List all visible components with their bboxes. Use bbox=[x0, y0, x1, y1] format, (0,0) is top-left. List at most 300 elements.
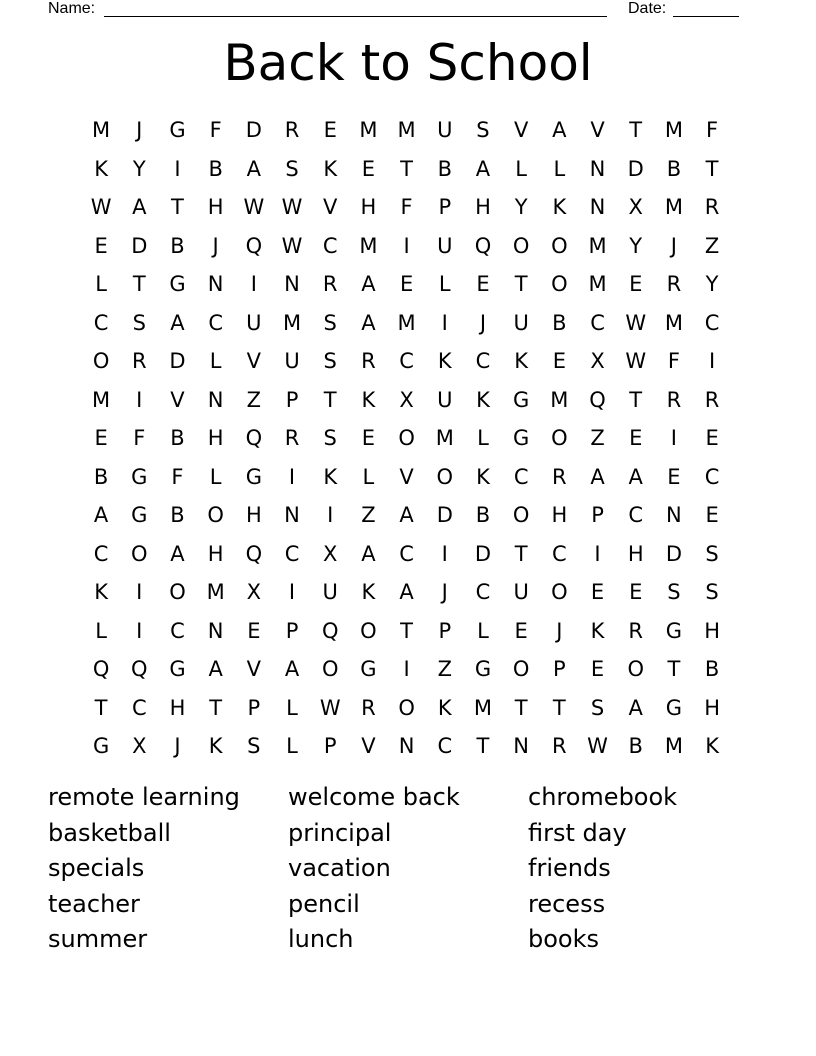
grid-letter: G bbox=[665, 618, 683, 643]
grid-letter: K bbox=[476, 464, 490, 489]
grid-letter: W bbox=[319, 695, 341, 720]
grid-letter: Q bbox=[321, 618, 339, 643]
grid-letter: V bbox=[246, 657, 262, 681]
grid-letter: S bbox=[323, 310, 337, 335]
grid-letter: S bbox=[476, 118, 490, 142]
grid-letter: D bbox=[245, 118, 262, 142]
grid-row bbox=[82, 111, 731, 150]
grid-letter: T bbox=[514, 541, 528, 566]
grid-letter: E bbox=[552, 349, 566, 373]
grid-letter: P bbox=[323, 734, 337, 758]
grid-letter: R bbox=[704, 387, 720, 412]
grid-letter: T bbox=[667, 657, 681, 681]
grid-row bbox=[82, 689, 731, 728]
grid-letter: L bbox=[286, 695, 298, 720]
grid-letter: J bbox=[670, 233, 677, 258]
grid-letter: C bbox=[93, 310, 109, 335]
grid-letter: S bbox=[705, 580, 719, 604]
letter-grid bbox=[82, 111, 731, 766]
grid-letter: O bbox=[207, 503, 224, 527]
grid-letter: T bbox=[514, 695, 528, 720]
grid-letter: W bbox=[587, 734, 608, 758]
grid-letter: X bbox=[132, 734, 147, 758]
grid-letter: B bbox=[628, 734, 643, 758]
grid-letter: F bbox=[171, 464, 184, 489]
grid-letter: O bbox=[398, 695, 415, 720]
grid-letter: G bbox=[245, 464, 262, 489]
grid-letter: H bbox=[245, 503, 262, 527]
grid-letter: A bbox=[246, 156, 262, 181]
grid-letter: X bbox=[323, 541, 338, 566]
grid-letter: I bbox=[441, 310, 448, 335]
grid-letter: K bbox=[552, 195, 567, 219]
grid-letter: E bbox=[590, 657, 605, 681]
grid-letter: Z bbox=[590, 426, 605, 450]
grid-row bbox=[82, 573, 731, 612]
grid-letter: T bbox=[629, 387, 643, 412]
grid-letter: V bbox=[170, 387, 185, 412]
grid-row bbox=[82, 535, 731, 574]
grid-letter: C bbox=[399, 541, 414, 566]
grid-letter: R bbox=[322, 272, 338, 296]
grid-letter: Q bbox=[245, 426, 263, 450]
grid-letter: K bbox=[323, 156, 338, 181]
grid-letter: G bbox=[474, 657, 492, 681]
grid-letter: A bbox=[170, 310, 185, 335]
word-bank-item: summer bbox=[48, 925, 148, 954]
grid-letter: K bbox=[323, 464, 338, 489]
grid-row bbox=[82, 612, 731, 651]
word-bank-item: principal bbox=[288, 818, 392, 847]
grid-letter: N bbox=[513, 734, 530, 758]
grid-letter: I bbox=[594, 541, 601, 566]
grid-letter: K bbox=[705, 734, 719, 758]
word-bank-item: welcome back bbox=[288, 783, 460, 811]
grid-letter: T bbox=[132, 272, 146, 296]
grid-row bbox=[82, 188, 731, 227]
grid-letter: E bbox=[361, 426, 376, 450]
grid-letter: N bbox=[207, 387, 224, 412]
grid-letter: L bbox=[286, 734, 298, 758]
grid-letter: E bbox=[247, 618, 261, 643]
word-bank-item: vacation bbox=[288, 854, 391, 883]
grid-letter: V bbox=[590, 118, 605, 142]
grid-letter: Q bbox=[245, 233, 263, 258]
grid-letter: G bbox=[665, 695, 683, 720]
grid-letter: H bbox=[627, 541, 644, 566]
grid-letter: G bbox=[169, 657, 186, 681]
grid-letter: C bbox=[590, 310, 605, 335]
grid-letter: C bbox=[322, 233, 338, 258]
grid-letter: G bbox=[513, 426, 530, 450]
grid-letter: U bbox=[437, 233, 453, 258]
grid-letter: M bbox=[282, 310, 302, 335]
grid-letter: A bbox=[361, 272, 376, 296]
grid-letter: T bbox=[400, 156, 413, 181]
grid-letter: H bbox=[169, 695, 186, 720]
grid-letter: X bbox=[628, 195, 643, 219]
grid-letter: R bbox=[361, 349, 376, 373]
grid-letter: O bbox=[512, 657, 530, 681]
grid-letter: Q bbox=[92, 657, 110, 681]
grid-letter: E bbox=[705, 503, 719, 527]
grid-letter: H bbox=[207, 541, 224, 566]
grid-letter: Q bbox=[589, 387, 606, 412]
grid-letter: M bbox=[206, 580, 225, 604]
grid-letter: Y bbox=[514, 195, 528, 219]
grid-letter: O bbox=[92, 349, 110, 373]
grid-letter: B bbox=[475, 503, 491, 527]
grid-letter: H bbox=[475, 195, 491, 219]
grid-letter: R bbox=[361, 695, 376, 720]
grid-letter: K bbox=[94, 580, 108, 604]
grid-letter: T bbox=[400, 618, 413, 643]
grid-letter: L bbox=[95, 272, 107, 296]
grid-letter: I bbox=[288, 464, 296, 489]
grid-letter: A bbox=[552, 118, 567, 142]
grid-letter: B bbox=[704, 657, 720, 681]
grid-letter: C bbox=[170, 618, 185, 643]
grid-letter: C bbox=[475, 349, 491, 373]
grid-letter: K bbox=[590, 618, 605, 643]
grid-row bbox=[82, 419, 731, 458]
grid-letter: R bbox=[284, 118, 300, 142]
grid-letter: H bbox=[551, 503, 568, 527]
grid-letter: S bbox=[247, 734, 261, 758]
grid-letter: S bbox=[285, 156, 299, 181]
grid-letter: I bbox=[441, 541, 448, 566]
grid-letter: J bbox=[174, 734, 181, 758]
grid-letter: M bbox=[664, 310, 683, 335]
grid-letter: A bbox=[170, 541, 185, 566]
grid-letter: U bbox=[246, 310, 262, 335]
grid-letter: M bbox=[92, 118, 111, 142]
grid-letter: B bbox=[208, 156, 223, 181]
grid-letter: U bbox=[437, 118, 453, 142]
grid-letter: B bbox=[93, 464, 109, 489]
grid-letter: F bbox=[400, 195, 413, 219]
grid-letter: C bbox=[437, 734, 453, 758]
grid-letter: O bbox=[321, 657, 339, 681]
grid-letter: R bbox=[552, 734, 567, 758]
grid-letter: L bbox=[362, 464, 375, 489]
grid-letter: F bbox=[706, 118, 719, 142]
grid-letter: I bbox=[136, 387, 143, 412]
grid-letter: U bbox=[284, 349, 300, 373]
grid-letter: Y bbox=[132, 156, 146, 181]
word-bank-item: remote learning bbox=[48, 783, 240, 811]
grid-letter: T bbox=[476, 734, 490, 758]
grid-letter: F bbox=[667, 349, 680, 373]
grid-letter: H bbox=[207, 195, 224, 219]
grid-letter: E bbox=[629, 580, 643, 604]
grid-letter: W bbox=[625, 349, 647, 373]
page-title: Back to School bbox=[223, 34, 593, 92]
grid-row bbox=[82, 381, 731, 420]
grid-letter: E bbox=[705, 426, 719, 450]
grid-letter: Q bbox=[245, 541, 263, 566]
grid-letter: C bbox=[208, 310, 223, 335]
name-label: Name: bbox=[48, 0, 96, 17]
grid-letter: I bbox=[136, 618, 143, 643]
grid-letter: H bbox=[207, 426, 224, 450]
grid-letter: M bbox=[664, 734, 683, 758]
grid-letter: M bbox=[664, 195, 683, 219]
grid-letter: C bbox=[399, 349, 414, 373]
grid-letter: A bbox=[284, 657, 300, 681]
grid-letter: P bbox=[285, 387, 299, 412]
grid-letter: G bbox=[131, 503, 148, 527]
grid-letter: H bbox=[704, 618, 720, 643]
grid-letter: L bbox=[477, 618, 489, 643]
word-bank bbox=[48, 780, 768, 958]
grid-letter: J bbox=[212, 233, 219, 258]
grid-letter: F bbox=[133, 426, 146, 450]
grid-letter: N bbox=[284, 272, 300, 296]
word-bank-item: pencil bbox=[288, 889, 360, 918]
grid-letter: R bbox=[666, 272, 682, 296]
grid-letter: S bbox=[323, 426, 337, 450]
word-bank-item: friends bbox=[528, 854, 611, 883]
grid-row bbox=[82, 304, 731, 343]
grid-letter: A bbox=[590, 464, 605, 489]
grid-letter: T bbox=[94, 695, 108, 720]
grid-letter: T bbox=[629, 118, 643, 142]
name-blank-line[interactable] bbox=[104, 16, 607, 17]
grid-letter: Q bbox=[131, 657, 148, 681]
grid-letter: A bbox=[132, 195, 147, 219]
grid-letter: J bbox=[136, 118, 143, 142]
grid-letter: C bbox=[131, 695, 147, 720]
grid-letter: D bbox=[627, 156, 644, 181]
grid-letter: R bbox=[284, 426, 300, 450]
grid-letter: T bbox=[705, 156, 719, 181]
grid-letter: B bbox=[666, 156, 682, 181]
grid-letter: W bbox=[243, 195, 265, 219]
grid-row bbox=[82, 342, 731, 381]
grid-letter: M bbox=[397, 118, 416, 142]
grid-letter: I bbox=[708, 349, 716, 373]
grid-letter: A bbox=[208, 657, 223, 681]
grid-letter: E bbox=[476, 272, 490, 296]
grid-letter: Y bbox=[705, 272, 719, 296]
grid-letter: I bbox=[327, 503, 334, 527]
grid-letter: I bbox=[670, 426, 677, 450]
grid-letter: M bbox=[588, 233, 607, 258]
grid-letter: K bbox=[208, 734, 223, 758]
grid-letter: X bbox=[246, 580, 262, 604]
grid-letter: N bbox=[398, 734, 415, 758]
grid-letter: T bbox=[552, 695, 566, 720]
grid-letter: M bbox=[473, 695, 493, 720]
grid-letter: N bbox=[207, 618, 224, 643]
grid-letter: M bbox=[359, 233, 378, 258]
grid-letter: S bbox=[667, 580, 681, 604]
grid-letter: I bbox=[250, 272, 257, 296]
grid-letter: A bbox=[361, 310, 376, 335]
grid-letter: C bbox=[284, 541, 300, 566]
grid-letter: C bbox=[552, 541, 567, 566]
grid-letter: O bbox=[398, 426, 415, 450]
grid-letter: W bbox=[281, 195, 303, 219]
grid-letter: N bbox=[207, 272, 224, 296]
grid-letter: G bbox=[131, 464, 148, 489]
grid-letter: V bbox=[399, 464, 414, 489]
grid-letter: M bbox=[435, 426, 454, 450]
grid-letter: J bbox=[441, 580, 448, 604]
grid-letter: D bbox=[474, 541, 492, 566]
grid-letter: Z bbox=[704, 233, 720, 258]
grid-letter: R bbox=[552, 464, 567, 489]
grid-letter: Y bbox=[629, 233, 643, 258]
grid-letter: T bbox=[514, 272, 528, 296]
grid-letter: V bbox=[513, 118, 529, 142]
grid-letter: O bbox=[131, 541, 148, 566]
grid-letter: H bbox=[704, 695, 720, 720]
grid-letter: C bbox=[93, 541, 109, 566]
grid-letter: O bbox=[512, 233, 530, 258]
grid-letter: R bbox=[131, 349, 147, 373]
grid-letter: P bbox=[285, 618, 299, 643]
grid-letter: O bbox=[551, 580, 568, 604]
grid-letter: P bbox=[438, 195, 452, 219]
grid-letter: C bbox=[475, 580, 491, 604]
grid-letter: L bbox=[438, 272, 451, 296]
grid-letter: M bbox=[550, 387, 569, 412]
grid-letter: P bbox=[247, 695, 261, 720]
grid-letter: S bbox=[132, 310, 146, 335]
word-bank-item: chromebook bbox=[528, 783, 678, 811]
grid-letter: B bbox=[170, 503, 185, 527]
grid-letter: D bbox=[436, 503, 453, 527]
grid-letter: A bbox=[361, 541, 376, 566]
grid-letter: Q bbox=[474, 233, 492, 258]
grid-letter: F bbox=[209, 118, 222, 142]
grid-letter: P bbox=[553, 657, 566, 681]
grid-letter: M bbox=[359, 118, 378, 142]
grid-letter: K bbox=[514, 349, 529, 373]
grid-letter: V bbox=[323, 195, 338, 219]
word-bank-item: lunch bbox=[288, 925, 354, 954]
grid-letter: Z bbox=[361, 503, 376, 527]
grid-letter: T bbox=[209, 695, 223, 720]
grid-letter: G bbox=[360, 657, 377, 681]
word-bank-item: teacher bbox=[48, 889, 140, 918]
grid-letter: U bbox=[513, 310, 529, 335]
grid-letter: R bbox=[666, 387, 682, 412]
grid-letter: O bbox=[551, 272, 568, 296]
grid-letter: O bbox=[627, 657, 644, 681]
grid-letter: G bbox=[169, 272, 186, 296]
grid-letter: G bbox=[169, 118, 186, 142]
grid-letter: S bbox=[590, 695, 605, 720]
grid-letter: O bbox=[512, 503, 530, 527]
grid-letter: I bbox=[403, 657, 410, 681]
grid-letter: O bbox=[360, 618, 377, 643]
grid-letter: A bbox=[93, 503, 109, 527]
grid-letter: N bbox=[589, 195, 606, 219]
grid-letter: L bbox=[477, 426, 489, 450]
grid-letter: L bbox=[209, 464, 222, 489]
grid-letter: I bbox=[288, 580, 296, 604]
grid-letter: B bbox=[170, 233, 185, 258]
grid-letter: R bbox=[628, 618, 644, 643]
grid-letter: G bbox=[513, 387, 530, 412]
grid-letter: N bbox=[666, 503, 682, 527]
grid-letter: K bbox=[94, 156, 108, 181]
grid-letter: I bbox=[174, 156, 181, 181]
date-label: Date: bbox=[628, 0, 667, 17]
grid-letter: M bbox=[588, 272, 607, 296]
grid-letter: R bbox=[704, 195, 720, 219]
grid-row bbox=[82, 727, 731, 766]
grid-letter: D bbox=[665, 541, 682, 566]
grid-letter: C bbox=[628, 503, 644, 527]
grid-letter: P bbox=[591, 503, 604, 527]
grid-letter: T bbox=[171, 195, 184, 219]
grid-row bbox=[82, 227, 731, 266]
grid-letter: D bbox=[131, 233, 148, 258]
grid-letter: H bbox=[360, 195, 377, 219]
grid-row bbox=[82, 458, 731, 497]
word-bank-item: recess bbox=[528, 889, 606, 918]
word-bank-item: specials bbox=[48, 854, 145, 883]
grid-letter: I bbox=[403, 233, 410, 258]
grid-letter: B bbox=[552, 310, 567, 335]
grid-letter: O bbox=[169, 580, 186, 604]
grid-letter: J bbox=[479, 310, 487, 335]
grid-letter: U bbox=[322, 580, 338, 604]
grid-letter: L bbox=[209, 349, 222, 373]
word-bank-item: basketball bbox=[48, 818, 171, 847]
grid-letter: K bbox=[361, 580, 376, 604]
grid-letter: C bbox=[704, 464, 720, 489]
grid-letter: O bbox=[551, 233, 568, 258]
grid-letter: B bbox=[170, 426, 185, 450]
grid-row bbox=[82, 496, 731, 535]
grid-letter: P bbox=[438, 618, 452, 643]
grid-letter: K bbox=[476, 387, 490, 412]
grid-letter: X bbox=[399, 387, 414, 412]
grid-letter: A bbox=[628, 464, 643, 489]
grid-letter: E bbox=[323, 118, 337, 142]
word-bank-item: books bbox=[528, 925, 600, 954]
grid-letter: W bbox=[90, 195, 112, 219]
grid-letter: Z bbox=[246, 387, 262, 412]
grid-letter: E bbox=[361, 156, 376, 181]
grid-letter: G bbox=[92, 734, 110, 758]
grid-letter: U bbox=[437, 387, 453, 412]
grid-letter: C bbox=[704, 310, 720, 335]
grid-letter: S bbox=[323, 349, 337, 373]
grid-letter: E bbox=[590, 580, 605, 604]
grid-letter: L bbox=[553, 156, 566, 181]
grid-letter: M bbox=[397, 310, 416, 335]
grid-row bbox=[82, 265, 731, 304]
grid-letter: T bbox=[323, 387, 337, 412]
grid-letter: X bbox=[590, 349, 605, 373]
grid-letter: E bbox=[94, 426, 108, 450]
grid-letter: J bbox=[556, 618, 563, 643]
grid-letter: E bbox=[94, 233, 108, 258]
date-blank-line[interactable] bbox=[673, 16, 739, 17]
grid-letter: D bbox=[169, 349, 186, 373]
grid-letter: N bbox=[589, 156, 606, 181]
grid-row bbox=[82, 650, 731, 689]
grid-letter: A bbox=[628, 695, 643, 720]
grid-letter: S bbox=[705, 541, 719, 566]
grid-letter: E bbox=[514, 618, 528, 643]
